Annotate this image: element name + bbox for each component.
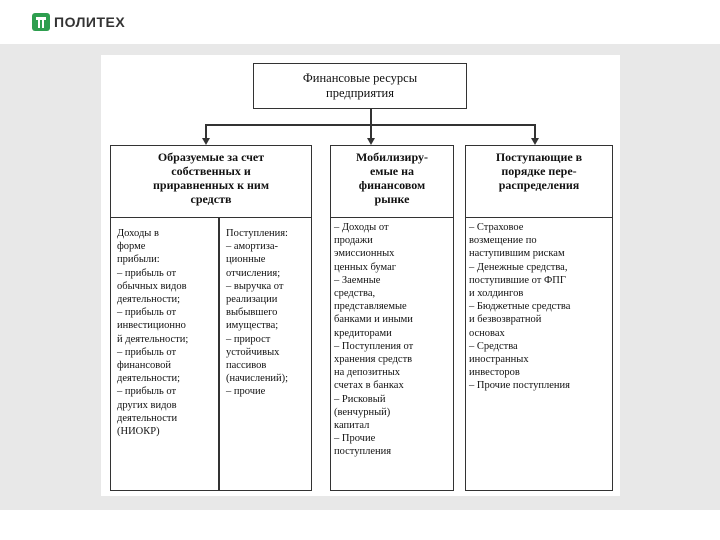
arrow-down-icon (531, 138, 539, 145)
column-text: – Доходы от продажи эмиссионных ценных бумаг – Заемные средства, представляемые банками и иными кредиторами – Поступления от хранения средств на депозитных счетах в банках – Рисковый (венчурный) капитал – Прочие поступления (334, 222, 414, 458)
column-title: Образуемые за счет собственных и приравненных к ним средств (152, 150, 269, 206)
column-text-receipts: Поступления: – амортиза- ционные отчисления; – выручка от реализации выбывшего имущества; – прирост устойчивых пассивов (начислений); – прочие (226, 228, 289, 398)
column-divider (218, 218, 220, 490)
logo-icon (32, 13, 50, 31)
column-title: Мобилизиру- емые на финансовом рынке (356, 150, 428, 206)
arrow-down-icon (202, 138, 210, 145)
logo-text: ПОЛИТЕХ (54, 14, 126, 30)
column-title: Поступающие в порядке пере- распределения (495, 150, 583, 192)
connector-left (205, 124, 207, 138)
connector-stem (370, 109, 372, 125)
column-text: – Страховое возмещение по наступившим рискам – Денежные средства, поступившие от ФПГ и холдингов – Бюджетные средства и безвозвратной основах – Средства иностранных инвесторов – Прочие поступления (469, 222, 571, 392)
logo (32, 13, 125, 31)
column-own-funds (110, 145, 312, 491)
column-financial-market (330, 145, 454, 491)
column-text-profit: Доходы в форме прибыли: – прибыль от обычных видов деятельности; – прибыль от инвестиционно й деятельности; – прибыль от финансовой деятельности; – прибыль от других видов деятельности (НИОКР) (117, 228, 189, 438)
column-redistribution (465, 145, 613, 491)
arrow-down-icon (367, 138, 375, 145)
root-title: Финансовые ресурсы предприятия (302, 71, 418, 100)
root-box (253, 63, 467, 109)
connector-middle (370, 124, 372, 138)
connector-right (534, 124, 536, 138)
slide (101, 55, 620, 496)
top-bar (0, 0, 720, 44)
